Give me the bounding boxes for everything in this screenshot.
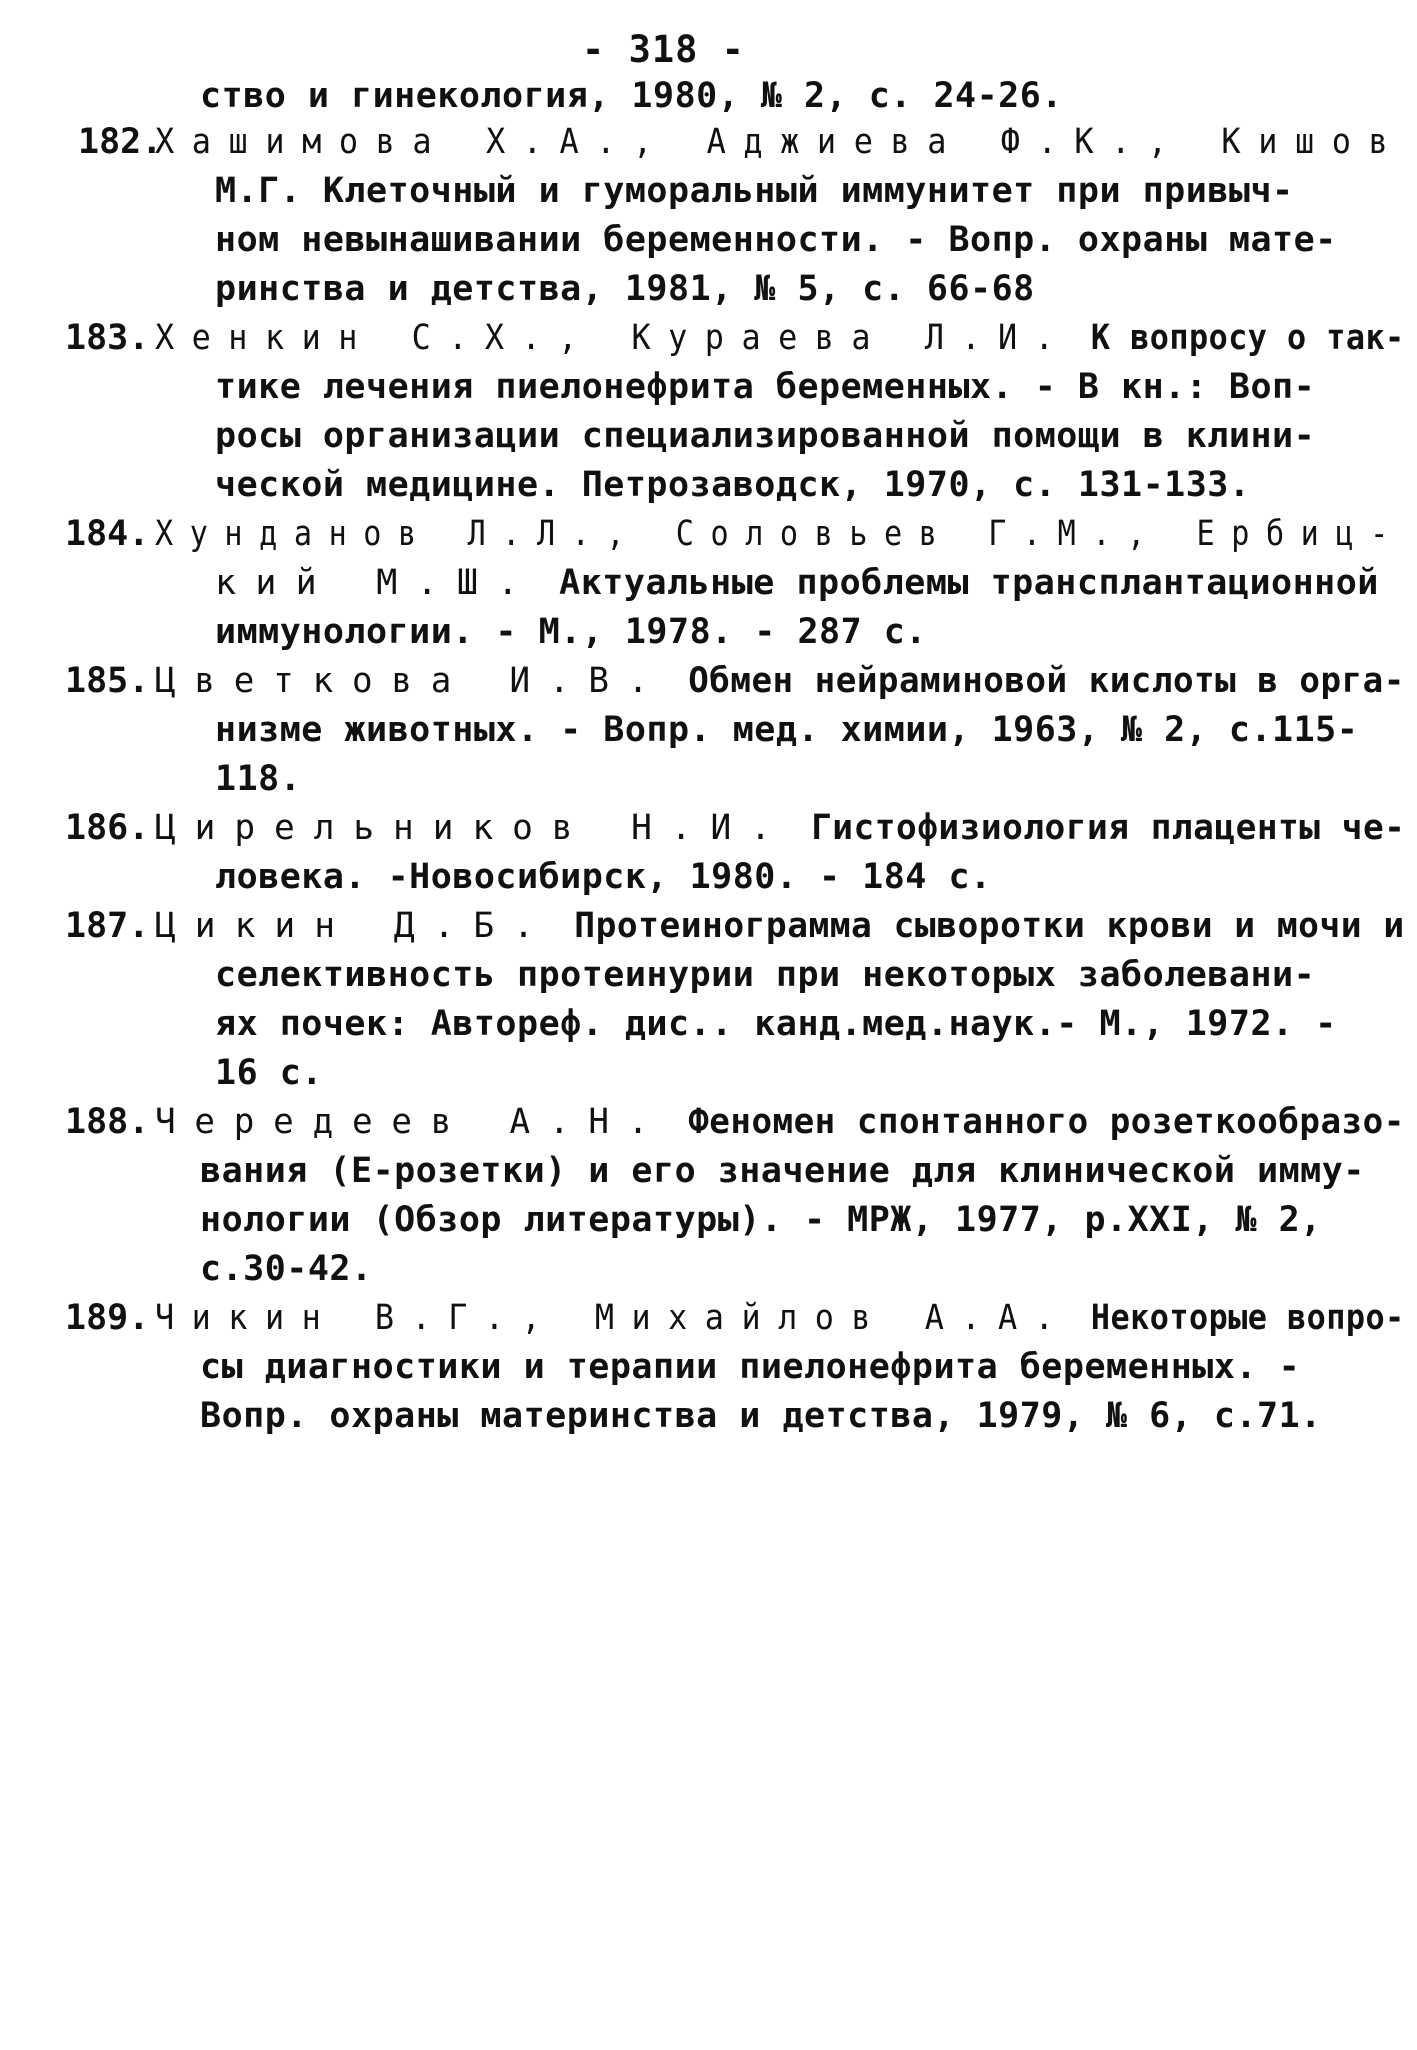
entry-line: селективность протеинурии при некоторых заболевани-: [215, 955, 1316, 995]
entry-authors: Хенкин С.Х., Кураева Л.И.: [155, 318, 1072, 358]
entry-line: с.30-42.: [200, 1249, 373, 1289]
entry-number: 186.: [65, 808, 150, 848]
entry-number: 183.: [65, 318, 150, 358]
entry-line: вания (Е-розетки) и его значение для клинической имму-: [200, 1151, 1365, 1191]
entry-authors: Хунданов Л.Л., Соловьев Г.М., Ербиц-: [155, 514, 1405, 554]
entry-number: 182.: [78, 122, 163, 162]
entry-line: ловека. -Новосибирск, 1980. - 184 с.: [215, 857, 992, 897]
entry-first-line: [155, 318, 1405, 358]
entry-line: иммунологии. - М., 1978. - 287 с.: [215, 612, 927, 652]
entry-authors: кий М.Ш.: [215, 563, 538, 603]
entry-line: нологии (Обзор литературы). - МРЖ, 1977, р.XXI, № 2,: [200, 1200, 1322, 1240]
entry-authors: Цирельников Н.И.: [155, 808, 790, 848]
entry-first-line: [155, 1102, 1405, 1142]
entry-line: сы диагностики и терапии пиелонефрита беременных. -: [200, 1347, 1301, 1387]
entry-line: низме животных. - Вопр. мед. химии, 1963, № 2, с.115-: [215, 710, 1359, 750]
entry-line: Вопр. охраны материнства и детства, 1979, № 6, с.71.: [200, 1396, 1322, 1436]
entry-number: 188.: [65, 1102, 150, 1142]
entry-first-line: [155, 514, 1405, 554]
entry-first-line: [155, 906, 1405, 946]
entry-first-line: [155, 808, 1405, 848]
entry-authors: Цикин Д.Б.: [155, 906, 553, 946]
entry-second-line: [215, 563, 1379, 603]
entry-authors: Чикин В.Г., Михайлов А.А.: [155, 1298, 1072, 1338]
entry-authors: Чередеев А.Н.: [155, 1102, 668, 1142]
entry-line: ческой медицине. Петрозаводск, 1970, с. 131-133.: [215, 465, 1251, 505]
entry-title-start: Обмен нейраминовой кислоты в орга-: [688, 661, 1405, 701]
entry-title-start: Некоторые вопро-: [1090, 1298, 1405, 1338]
entry-number: 184.: [65, 514, 150, 554]
entry-line: ринства и детства, 1981, № 5, с. 66-68: [215, 269, 1035, 309]
entry-title-start: Гистофизиология плаценты че-: [811, 808, 1406, 848]
entry-title-start: К вопросу о так-: [1090, 318, 1405, 358]
entry-first-line: [155, 122, 1405, 162]
entry-authors: Цветкова И.В.: [155, 661, 668, 701]
entry-title-start: Протеинограмма сыворотки крови и мочи и: [574, 906, 1405, 946]
page-number: - 318 -: [582, 28, 745, 71]
continuation-line: ство и гинекология, 1980, № 2, с. 24-26.: [200, 76, 1063, 116]
entry-first-line: [155, 661, 1405, 701]
entry-title-start: Феномен спонтанного розеткообразо-: [688, 1102, 1405, 1142]
entry-title-start: Актуальные проблемы трансплантационной: [559, 563, 1379, 603]
entry-number: 189.: [65, 1298, 150, 1338]
entry-line: ях почек: Автореф. дис.. канд.мед.наук.- М., 1972. -: [215, 1004, 1337, 1044]
entry-number: 187.: [65, 906, 150, 946]
entry-line: 16 с.: [215, 1053, 323, 1093]
entry-number: 185.: [65, 661, 150, 701]
entry-line: 118.: [215, 759, 302, 799]
entry-first-line: [155, 1298, 1405, 1338]
entry-line: тике лечения пиелонефрита беременных. - В кн.: Воп-: [215, 367, 1316, 407]
entry-line: М.Г. Клеточный и гуморальный иммунитет при привыч-: [215, 171, 1294, 211]
entry-authors: Хашимова Х.А., Аджиева Ф.К., Кишов: [155, 122, 1406, 162]
entry-line: росы организации специализированной помощи в клини-: [215, 416, 1316, 456]
entry-line: ном невынашивании беременности. - Вопр. охраны мате-: [215, 220, 1337, 260]
